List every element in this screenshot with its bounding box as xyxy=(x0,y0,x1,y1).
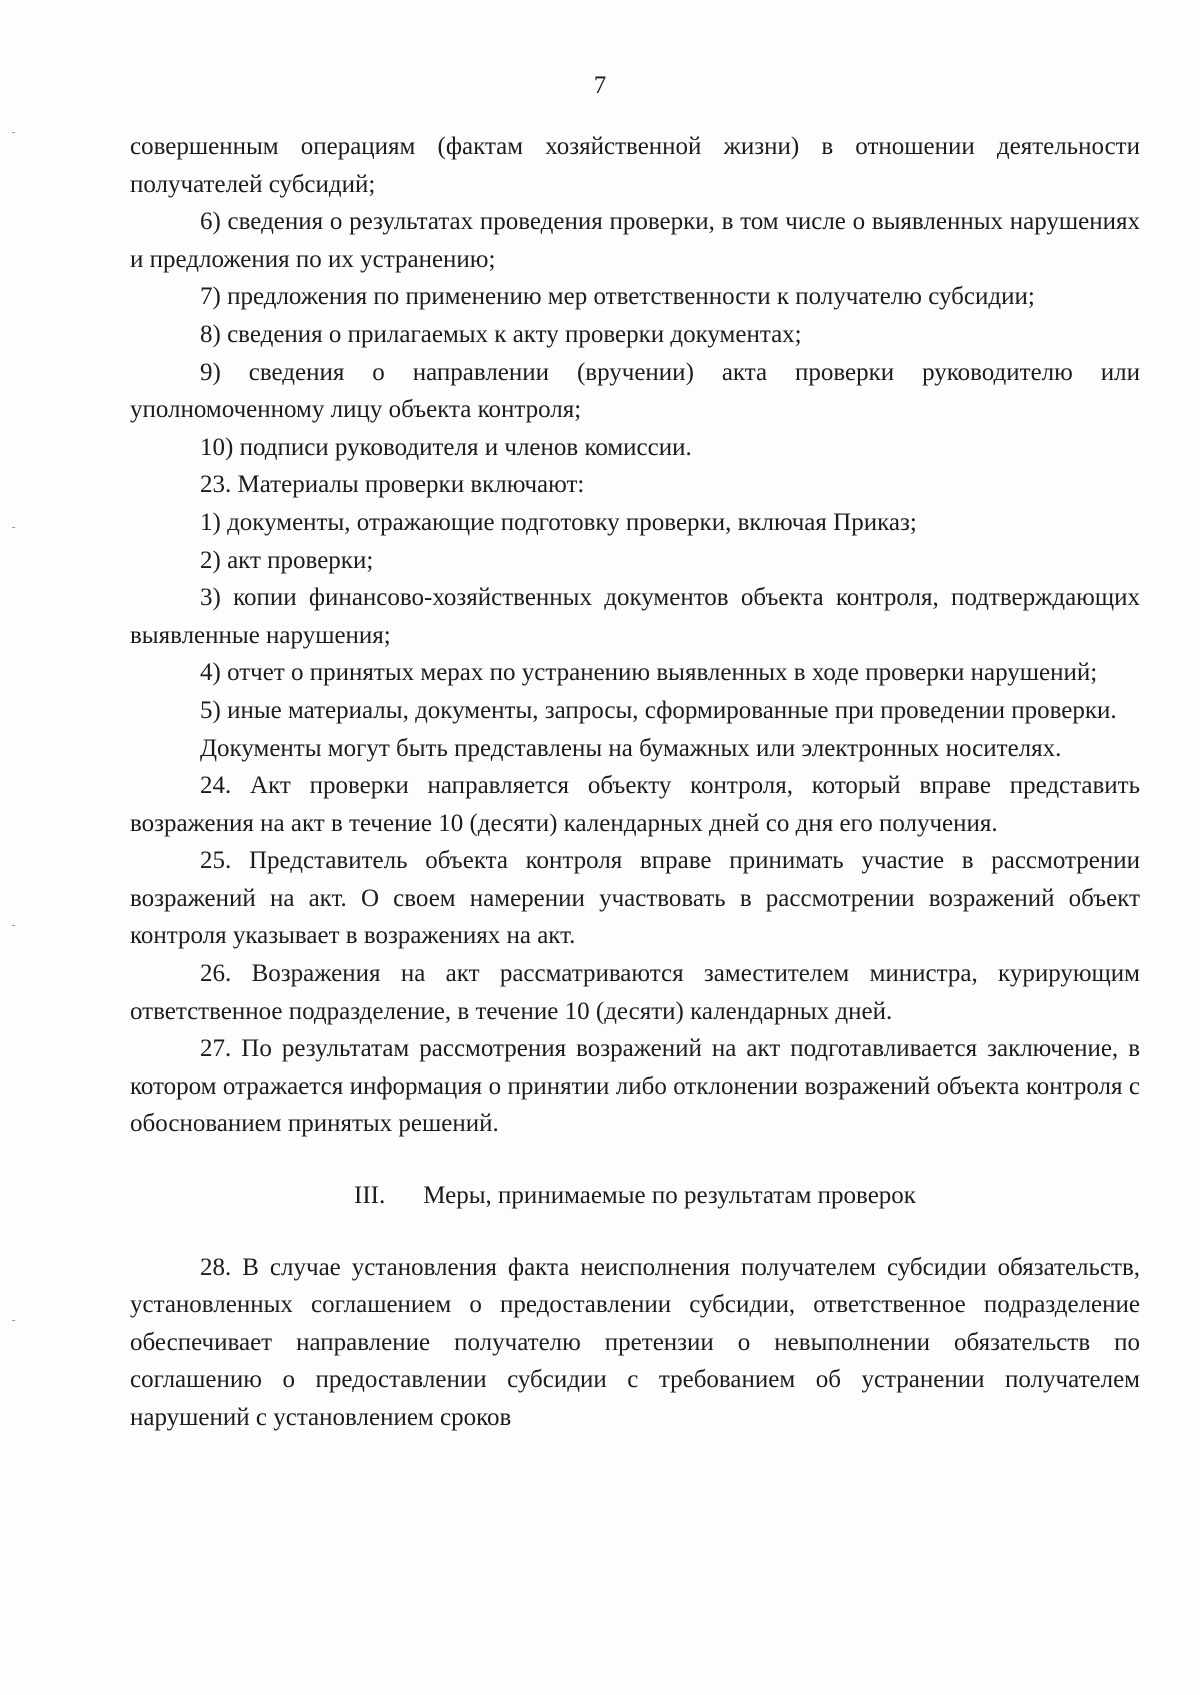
list-item: 9) сведения о направлении (вручении) акта проверки руководителю или уполномоченному лицу объекта контроля; xyxy=(130,358,1140,424)
document-body xyxy=(130,128,1140,1437)
paragraph: совершенным операциям (фактам хозяйственной жизни) в отношении деятельности получателей субсидий; xyxy=(130,133,1140,198)
section-number: III. xyxy=(354,1182,386,1210)
list-item: 8) сведения о прилагаемых к акту проверки документах; xyxy=(200,320,802,348)
numbered-clause: 27. По результатам рассмотрения возражений на акт подготавливается заключение, в котором отражается информация о принятии либо отклонении возражений объекта контроля с обоснованием принятых решений. xyxy=(130,1035,1140,1138)
list-item: 5) иные материалы, документы, запросы, сформированные при проведении проверки. xyxy=(200,696,1117,724)
numbered-clause: 26. Возражения на акт рассматриваются заместителем министра, курирующим ответственное подразделение, в течение 10 (десяти) календарных дней. xyxy=(130,960,1140,1025)
list-item: 3) копии финансово-хозяйственных документов объекта контроля, подтверждающих выявленные нарушения; xyxy=(130,584,1140,649)
numbered-clause: 23. Материалы проверки включают: xyxy=(200,471,585,499)
list-item: 7) предложения по применению мер ответственности к получателю субсидии; xyxy=(200,283,1035,311)
list-item: 6) сведения о результатах проведения проверки, в том числе о выявленных нарушениях и предложения по их устранению; xyxy=(130,208,1140,273)
numbered-clause: 24. Акт проверки направляется объекту контроля, который вправе представить возражения на акт в течение 10 (десяти) календарных дней со дня его получения. xyxy=(130,772,1140,837)
scan-artifact xyxy=(12,1320,15,1321)
list-item: 4) отчет о принятых мерах по устранению выявленных в ходе проверки нарушений; xyxy=(200,659,1098,687)
section-title: Меры, принимаемые по результатам проверок xyxy=(423,1182,916,1210)
scan-artifact xyxy=(12,132,15,133)
scan-artifact xyxy=(12,527,15,528)
page-number: 7 xyxy=(593,72,607,99)
list-item: 2) акт проверки; xyxy=(200,546,374,574)
numbered-clause: 28. В случае установления факта неисполнения получателем субсидии обязательств, установленных соглашением о предоставлении субсидии, ответственное подразделение обеспечивает направление получателю претензии о невыполнении обязательств по соглашению о предоставлении субсидии с требованием об устранении получателем нарушений с установлением сроков xyxy=(130,1253,1140,1431)
paragraph: Документы могут быть представлены на бумажных или электронных носителях. xyxy=(200,734,1062,762)
section-heading xyxy=(130,1177,1140,1215)
list-item: 10) подписи руководителя и членов комиссии. xyxy=(200,433,692,461)
scan-artifact xyxy=(12,925,15,926)
list-item: 1) документы, отражающие подготовку проверки, включая Приказ; xyxy=(200,508,917,536)
numbered-clause: 25. Представитель объекта контроля вправе принимать участие в рассмотрении возражений на акт. О своем намерении участвовать в рассмотрении возражений объект контроля указывает в возражениях на акт. xyxy=(130,847,1140,950)
